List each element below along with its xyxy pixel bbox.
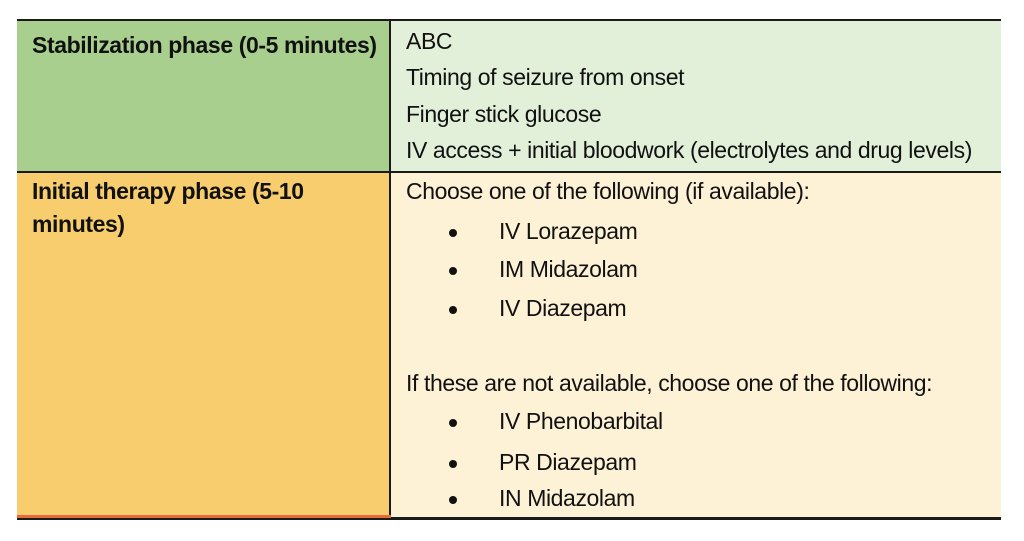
initial-therapy-phase-content-cell <box>391 173 1001 517</box>
second-line-option: PR Diazepam <box>499 449 637 475</box>
first-line-intro: Choose one of the following (if available): <box>406 178 810 204</box>
bullet-icon <box>449 460 457 468</box>
initial-therapy-phase-label-cell <box>17 173 391 517</box>
stabilization-item: ABC <box>406 28 453 54</box>
initial-therapy-phase-row <box>17 171 1001 520</box>
stabilization-phase-row <box>17 19 1001 171</box>
stabilization-phase-title: Stabilization phase (0-5 minutes) <box>32 32 377 58</box>
stabilization-item: IV access + initial bloodwork (electrolytes and drug levels) <box>406 137 972 163</box>
bullet-icon <box>449 229 457 237</box>
bottom-accent-line <box>17 515 391 518</box>
stabilization-phase-label-cell <box>17 21 391 171</box>
stabilization-phase-content-cell <box>391 21 1001 171</box>
stabilization-item: Timing of seizure from onset <box>406 64 685 90</box>
seizure-treatment-table <box>17 19 1001 519</box>
bullet-icon <box>449 267 457 275</box>
first-line-option: IV Diazepam <box>499 295 627 321</box>
bullet-icon <box>449 419 457 427</box>
bullet-icon <box>449 306 457 314</box>
initial-therapy-phase-title: Initial therapy phase (5-10 minutes) <box>32 178 304 237</box>
second-line-intro: If these are not available, choose one of the following: <box>406 370 933 396</box>
stabilization-item: Finger stick glucose <box>406 101 602 127</box>
second-line-option: IN Midazolam <box>499 485 635 511</box>
first-line-option: IV Lorazepam <box>499 218 638 244</box>
bullet-icon <box>449 496 457 504</box>
second-line-option: IV Phenobarbital <box>499 408 663 434</box>
first-line-option: IM Midazolam <box>499 256 638 282</box>
